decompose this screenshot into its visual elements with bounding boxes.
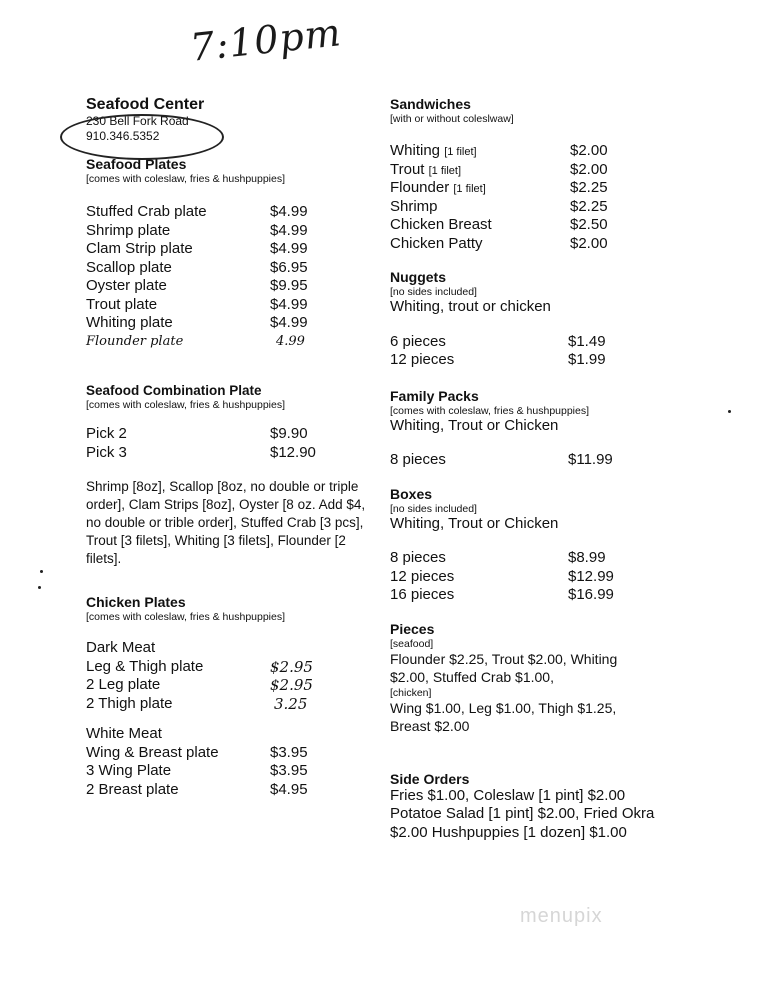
menu-item: Trout [1 filet] $2.00 bbox=[390, 160, 608, 178]
menu-item: Shrimp plate $4.99 bbox=[86, 221, 308, 239]
menu-item: Stuffed Crab plate $4.99 bbox=[86, 203, 308, 220]
menu-item: 12 pieces $1.99 bbox=[390, 351, 606, 368]
family-packs-subtitle: Whiting, Trout or Chicken bbox=[390, 416, 559, 434]
watermark: menupix bbox=[520, 905, 603, 927]
family-packs-section bbox=[390, 388, 720, 470]
sandwiches-section bbox=[390, 96, 720, 253]
combination-title: Seafood Combination Plate bbox=[86, 383, 262, 398]
pieces-seafood-text: Flounder $2.25, Trout $2.00, Whiting $2.00, Stuffed Crab $1.00, bbox=[390, 650, 618, 685]
menu-item: Whiting [1 filet] $2.00 bbox=[390, 142, 608, 159]
boxes-subtitle: Whiting, Trout or Chicken bbox=[390, 514, 559, 532]
menu-item: Chicken Breast $2.50 bbox=[390, 216, 608, 233]
nuggets-note: [no sides included] bbox=[390, 286, 477, 298]
menu-item: Trout plate $4.99 bbox=[86, 295, 308, 313]
menu-item: 2 Thigh plate 3.25 bbox=[86, 694, 308, 713]
white-meat-label: White Meat bbox=[86, 725, 162, 742]
seafood-plates-section bbox=[86, 156, 376, 351]
menu-item: Clam Strip plate $4.99 bbox=[86, 240, 308, 257]
pieces-section bbox=[390, 621, 720, 735]
chicken-plates-section bbox=[86, 594, 376, 799]
menu-item-handwritten: Flounder plate 4.99 bbox=[86, 333, 305, 349]
stray-mark bbox=[38, 586, 41, 589]
stray-mark bbox=[40, 570, 43, 573]
family-packs-note: [comes with coleslaw, fries & hushpuppies] bbox=[390, 404, 590, 417]
seafood-plates-note: [comes with coleslaw, fries & hushpuppies] bbox=[86, 173, 286, 185]
business-address: 230 Bell Fork Road bbox=[86, 114, 189, 128]
boxes-section bbox=[390, 486, 720, 605]
dark-meat-label: Dark Meat bbox=[86, 639, 156, 656]
handwritten-time: 7:10pm bbox=[188, 10, 344, 70]
chicken-plates-note: [comes with coleslaw, fries & hushpuppies] bbox=[86, 611, 286, 623]
combination-description: Shrimp [8oz], Scallop [8oz, no double or triple order], Clam Strips [8oz], Oyster [8 oz. Add $4, no double or trible order], Stuffed Crab [3 pcs], Trout [3 filets], Whiting [3 filets], Flounder [2 filets]. bbox=[86, 479, 366, 566]
menu-item: 2 Breast plate $4.95 bbox=[86, 780, 308, 798]
menu-item: 2 Leg plate $2.95 bbox=[86, 676, 313, 694]
hand-drawn-circle bbox=[60, 114, 224, 160]
nuggets-section bbox=[390, 269, 720, 370]
menu-item: Pick 3 $12.90 bbox=[86, 443, 316, 461]
menu-item: Whiting plate $4.99 bbox=[86, 314, 308, 331]
right-column bbox=[390, 96, 720, 842]
pieces-chicken-label: [chicken] bbox=[390, 686, 432, 699]
combination-note: [comes with coleslaw, fries & hushpuppies] bbox=[86, 399, 286, 411]
chicken-plates-title: Chicken Plates bbox=[86, 594, 186, 610]
menu-item: Pick 2 $9.90 bbox=[86, 425, 308, 442]
pieces-title: Pieces bbox=[390, 620, 435, 637]
menu-item: Flounder [1 filet] $2.25 bbox=[390, 179, 608, 196]
side-orders-title: Side Orders bbox=[390, 770, 470, 787]
menu-item: Shrimp $2.25 bbox=[390, 197, 608, 215]
menu-item: Scallop plate $6.95 bbox=[86, 258, 308, 276]
menu-item: 12 pieces $12.99 bbox=[390, 567, 614, 585]
menu-item: Wing & Breast plate $3.95 bbox=[86, 743, 308, 761]
business-phone: 910.346.5352 bbox=[86, 129, 160, 143]
business-name: Seafood Center bbox=[86, 96, 205, 113]
family-packs-title: Family Packs bbox=[390, 387, 479, 404]
side-orders-line-1: Fries $1.00, Coleslaw [1 pint] $2.00 bbox=[390, 786, 626, 804]
combination-section bbox=[86, 383, 376, 568]
menu-item: Leg & Thigh plate $2.95 bbox=[86, 657, 313, 676]
stray-mark bbox=[728, 410, 731, 413]
menu-item: 8 pieces $8.99 bbox=[390, 549, 606, 566]
side-orders-section bbox=[390, 771, 720, 843]
boxes-title: Boxes bbox=[390, 485, 433, 502]
pieces-seafood-label: [seafood] bbox=[390, 637, 434, 650]
menu-item: Chicken Patty $2.00 bbox=[390, 234, 608, 252]
side-orders-line-2: Potatoe Salad [1 pint] $2.00, Fried Okra bbox=[390, 805, 655, 822]
left-column bbox=[86, 96, 376, 799]
menu-item: 16 pieces $16.99 bbox=[390, 586, 614, 603]
side-orders-line-3: $2.00 Hushpuppies [1 dozen] $1.00 bbox=[390, 823, 627, 841]
menu-item: Oyster plate $9.95 bbox=[86, 277, 308, 294]
nuggets-title: Nuggets bbox=[390, 269, 446, 285]
menu-item: 8 pieces $11.99 bbox=[390, 451, 613, 468]
nuggets-subtitle: Whiting, trout or chicken bbox=[390, 298, 551, 315]
boxes-note: [no sides included] bbox=[390, 502, 477, 515]
sandwiches-title: Sandwiches bbox=[390, 96, 471, 112]
seafood-plates-title: Seafood Plates bbox=[86, 156, 187, 172]
menu-item: 6 pieces $1.49 bbox=[390, 332, 606, 350]
menu-item: 3 Wing Plate $3.95 bbox=[86, 762, 308, 779]
pieces-chicken-text: Wing $1.00, Leg $1.00, Thigh $1.25, Breast $2.00 bbox=[390, 699, 617, 734]
sandwiches-note: [with or without coleslwaw] bbox=[390, 113, 514, 125]
